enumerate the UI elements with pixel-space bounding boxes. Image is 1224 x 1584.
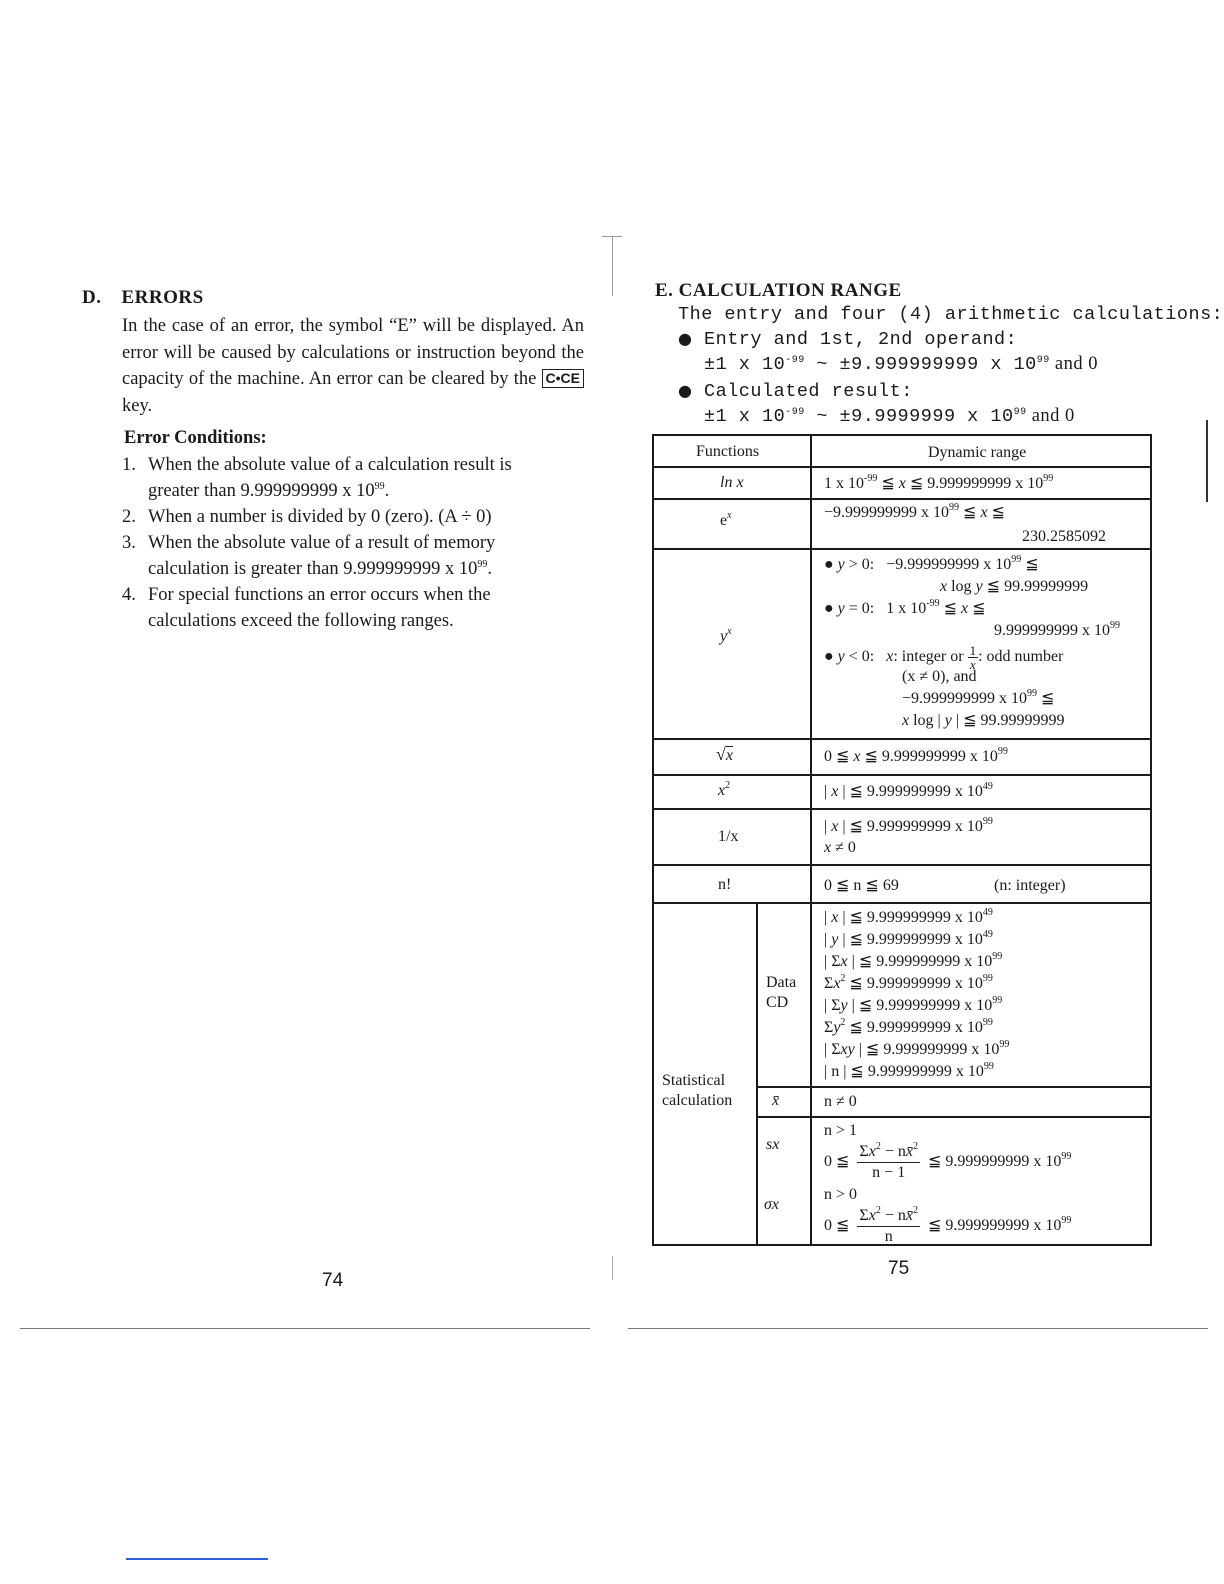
stat-data-1: Data [766,974,797,991]
section-letter: D. [82,287,102,308]
error-condition-1 [122,452,584,504]
range-value: ~ ±9.999999999 x 10 [804,354,1037,375]
range-y-zero: ● y = 0: 1 x $10^{-99}$ ≦ x ≦ [824,598,986,617]
error-condition-4 [122,582,584,634]
range-y-positive: ● y > 0: −9.999999999 x $10^{99}$ ≦ [824,554,1039,573]
dynamic-range-table [652,434,1152,1246]
bullet-result-range [704,406,1075,427]
condition-number: 3. [122,533,136,553]
range-ln-x: 1 x $10^{-99}$ ≦ x ≦ 9.999999999 x $10^{99}$ [824,473,1054,492]
condition-line: calculation is greater than 9.999999999 x 10 [148,559,478,579]
bullet-entry [678,329,1017,350]
func-reciprocal: 1/x [718,828,739,845]
range-value: ~ ±9.9999999 x 10 [804,406,1014,427]
range-y-positive-2: x log y ≦ 99.99999999 [940,578,1089,595]
section-heading-errors [82,287,204,309]
section-heading-calculation-range: E. CALCULATION RANGE [655,280,902,301]
condition-exponent: 99 [374,481,385,492]
range-stat-n: | n | ≦ 9.999999999 x $10^{99}$ [824,1061,994,1080]
range-stat-sx-cond: n > 1 [824,1122,858,1139]
stat-mean-label: x̄ [772,1092,780,1109]
condition-exponent: 99 [477,559,488,570]
range-exponent: 99 [1013,407,1027,418]
condition-line: greater than 9.999999999 x 10 [148,481,375,501]
range-y-negative: ● y < 0: x: integer or $\frac{1}{x}$ : odd number [824,643,1064,672]
gutter-mark [612,236,613,296]
error-condition-2 [122,504,584,530]
section-title: ERRORS [121,287,204,308]
bullet-result-label: Calculated result: [704,381,913,402]
range-y-negative-3: x log | y | ≦ 99.99999999 [902,712,1065,729]
range-exponent: 99 [1036,355,1050,366]
range-tail: and 0 [1049,354,1099,374]
range-e-x: −9.999999999 x $10^{99}$ ≦ x ≦ [824,502,1005,521]
range-exponent: -99 [785,355,805,366]
errors-intro-paragraph [122,313,584,419]
c-ce-key: C•CE [542,369,584,388]
header-dynamic-range: Dynamic range [928,444,1027,461]
func-e-x: $e^x$ [720,510,732,529]
page-number-right: 75 [888,1258,910,1279]
range-y-zero-upper: 9.999999999 x $10^{99}$ [994,620,1120,639]
error-condition-3 [122,530,584,582]
condition-number: 2. [122,507,136,527]
range-factorial-note: (n: integer) [994,877,1066,894]
errors-intro-text: In the case of an error, the symbol “E” will be displayed. An error will be caused by calculations or instruction beyond the capacity of the machine. An error can be cleared by the [122,316,584,389]
condition-line: When the absolute value of a calculation result is [148,455,512,475]
bullet-dot-icon: ● [678,381,693,400]
range-exponent: -99 [785,407,805,418]
errors-intro-key-text: key. [122,395,153,416]
range-stat-sum-y: | Σy | ≦ 9.999999999 x $10^{99}$ [824,995,1003,1014]
range-value: ±1 x 10 [704,406,786,427]
func-sqrt-x: √x [716,744,733,764]
condition-tail: . [487,559,492,579]
range-stat-sum-x: | Σx | ≦ 9.999999999 x $10^{99}$ [824,951,1003,970]
condition-number: 1. [122,455,136,475]
bullet-result [678,381,913,402]
range-stat-sum-x2: $\Sigma x^2$ ≦ 9.999999999 x $10^{99}$ [824,973,993,992]
range-factorial: 0 ≦ n ≦ 69 [824,877,899,894]
range-stat-sum-y2: $\Sigma y^2$ ≦ 9.999999999 x $10^{99}$ [824,1017,993,1036]
range-stat-mean: n ≠ 0 [824,1093,857,1110]
bullet-dot-icon: ● [678,329,693,348]
error-conditions-title: Error Conditions: [124,428,267,448]
stat-data-2: CD [766,994,789,1011]
stat-sigma-label: σx [764,1196,779,1213]
range-stat-sum-xy: | Σxy | ≦ 9.999999999 x $10^{99}$ [824,1039,1010,1058]
range-stat-sx: 0 ≦ $\frac{\Sigma x^2 - nx̄^2}{n - 1}$ ≦ 9.999999999 x $10^{99}$ [824,1141,1072,1181]
func-x-squared: $x^2$ [718,780,731,799]
condition-number: 4. [122,585,136,605]
condition-line: When the absolute value of a result of memory [148,533,496,553]
func-factorial: n! [718,876,732,893]
blue-mark [126,1558,268,1560]
gutter-mark-bottom [612,1256,613,1280]
stat-sx-label: sx [766,1136,780,1153]
range-intro: The entry and four (4) arithmetic calculations: [678,304,1224,325]
condition-line: For special functions an error occurs when the [148,585,491,605]
header-functions: Functions [696,443,760,460]
range-sqrt-x: 0 ≦ x ≦ 9.999999999 x $10^{99}$ [824,746,1008,765]
bullet-entry-label: Entry and 1st, 2nd operand: [704,329,1018,350]
range-stat-x: | x | ≦ 9.999999999 x $10^{49}$ [824,907,993,926]
condition-line: calculations exceed the following ranges. [148,611,454,631]
range-tail: and 0 [1026,406,1075,426]
gutter-mark-top [602,236,622,237]
page-number-left: 74 [322,1270,344,1291]
range-reciprocal-cond: x ≠ 0 [824,839,856,856]
bullet-entry-range [704,354,1098,375]
page-edge-left [20,1328,590,1329]
func-statistical-1: Statistical [662,1072,726,1089]
range-stat-sigma: 0 ≦ $\frac{\Sigma x^2 - nx̄^2}{n}$ ≦ 9.999999999 x $10^{99}$ [824,1205,1072,1245]
func-y-x: $y^x$ [720,626,732,645]
range-stat-sigma-cond: n > 0 [824,1186,858,1203]
range-value: ±1 x 10 [704,354,786,375]
range-y-negative-cond: (x ≠ 0), and [902,668,977,685]
range-reciprocal: | x | ≦ 9.999999999 x $10^{99}$ [824,816,993,835]
page-edge-right [628,1328,1208,1329]
func-ln-x: ln x [720,474,744,491]
func-statistical-2: calculation [662,1092,733,1109]
range-x-squared: | x | ≦ 9.999999999 x $10^{49}$ [824,781,993,800]
condition-line: When a number is divided by 0 (zero). (A ÷ 0) [148,507,492,527]
range-e-x-upper: 230.2585092 [1022,528,1106,545]
range-stat-y: | y | ≦ 9.999999999 x $10^{49}$ [824,929,993,948]
condition-tail: . [384,481,390,501]
edge-mark [1206,420,1208,502]
range-y-negative-2: −9.999999999 x $10^{99}$ ≦ [902,688,1055,707]
